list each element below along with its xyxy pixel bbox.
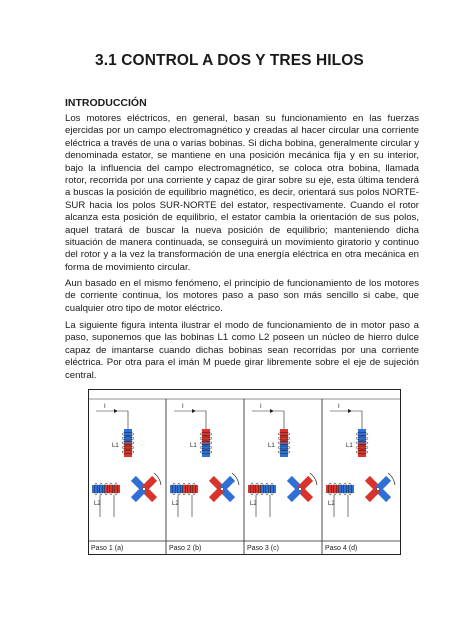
l2-label: L2 xyxy=(328,501,335,507)
l2-label: L2 xyxy=(94,501,101,507)
l1-label: L1 xyxy=(190,443,197,449)
paragraph-stepper: Aun basado en el mismo fenómeno, el principio de funcionamiento de los motores de corriente continua, los motores paso a paso son más sencillo si cabe, que cualquier otro tipo de motor eléctrico. xyxy=(65,278,419,314)
l1-label: L1 xyxy=(346,443,353,449)
section-heading: INTRODUCCIÓN xyxy=(65,97,147,109)
l2-label: L2 xyxy=(250,501,257,507)
l2-pole-left xyxy=(170,485,184,493)
step-label-1: Paso 1 (a) xyxy=(91,545,124,552)
l2-pole-left xyxy=(92,485,106,493)
current-label: I xyxy=(260,404,262,410)
paragraph-intro: Los motores eléctricos, en general, basan su funcionamiento en las fuerzas ejercidas por un campo electromagnético y creadas al hacer circular una corriente eléctrica a través de una o varias bobinas. Si dicha bobina, generalmente circular y denominada estator, se mantiene en una posición mecánica fija y en su interior, bajo la influencia del campo electromagnético, se coloca otra bobina, llamada rotor, recorrida por una corriente y capaz de girar sobre su eje, esta última tenderá a buscas la posición de equilibrio magnético, es decir, orientará sus polos NORTE-SUR hacia los polos SUR-NORTE del estator, respectivamente. Cuando el rotor alcanza esta posición de equilibrio, el estator cambia la orientación de sus polos, aquel tratará de buscar la nueva posición de equilibrio; manteniendo dicha situación de manera continuada, se conseguirá un movimiento giratorio y continuo del rotor y a la vez la transformación de una energía eléctrica en otra mecánica en forma de movimiento circular. xyxy=(65,113,419,273)
l1-pole-top xyxy=(202,429,210,443)
rotor-axis xyxy=(142,487,145,490)
l1-label: L1 xyxy=(268,443,275,449)
l1-pole-bottom xyxy=(202,443,210,457)
l1-pole-top xyxy=(124,429,132,443)
l2-label: L2 xyxy=(172,501,179,507)
l1-pole-bottom xyxy=(358,443,366,457)
current-label: I xyxy=(182,404,184,410)
l1-pole-bottom xyxy=(280,443,288,457)
l1-pole-bottom xyxy=(124,443,132,457)
stepper-motor-figure xyxy=(88,389,401,555)
rotor-axis xyxy=(220,487,223,490)
step-label-3: Paso 3 (c) xyxy=(247,545,279,552)
current-label: I xyxy=(104,404,106,410)
paragraph-figure-description: La siguiente figura intenta ilustrar el modo de funcionamiento de in motor paso a paso, suponemos que las bobinas L1 como L2 poseen un núcleo de hierro dulce capaz de imantarse cuando dichas bobinas sean recorridas por una corriente eléctrica. Por otra para el imán M puede girar libremente sobre el eje de sujeción central. xyxy=(65,320,419,381)
l2-pole-right xyxy=(340,485,354,493)
l2-pole-right xyxy=(262,485,276,493)
l2-pole-left xyxy=(326,485,340,493)
l2-pole-left xyxy=(248,485,262,493)
rotor-axis xyxy=(298,487,301,490)
l2-pole-right xyxy=(184,485,198,493)
l1-label: L1 xyxy=(112,443,119,449)
l1-pole-top xyxy=(280,429,288,443)
l1-pole-top xyxy=(358,429,366,443)
page-title: 3.1 CONTROL A DOS Y TRES HILOS xyxy=(95,52,364,69)
step-label-4: Paso 4 (d) xyxy=(325,545,358,552)
rotor-axis xyxy=(376,487,379,490)
step-label-2: Paso 2 (b) xyxy=(169,545,202,552)
current-label: I xyxy=(338,404,340,410)
l2-pole-right xyxy=(106,485,120,493)
